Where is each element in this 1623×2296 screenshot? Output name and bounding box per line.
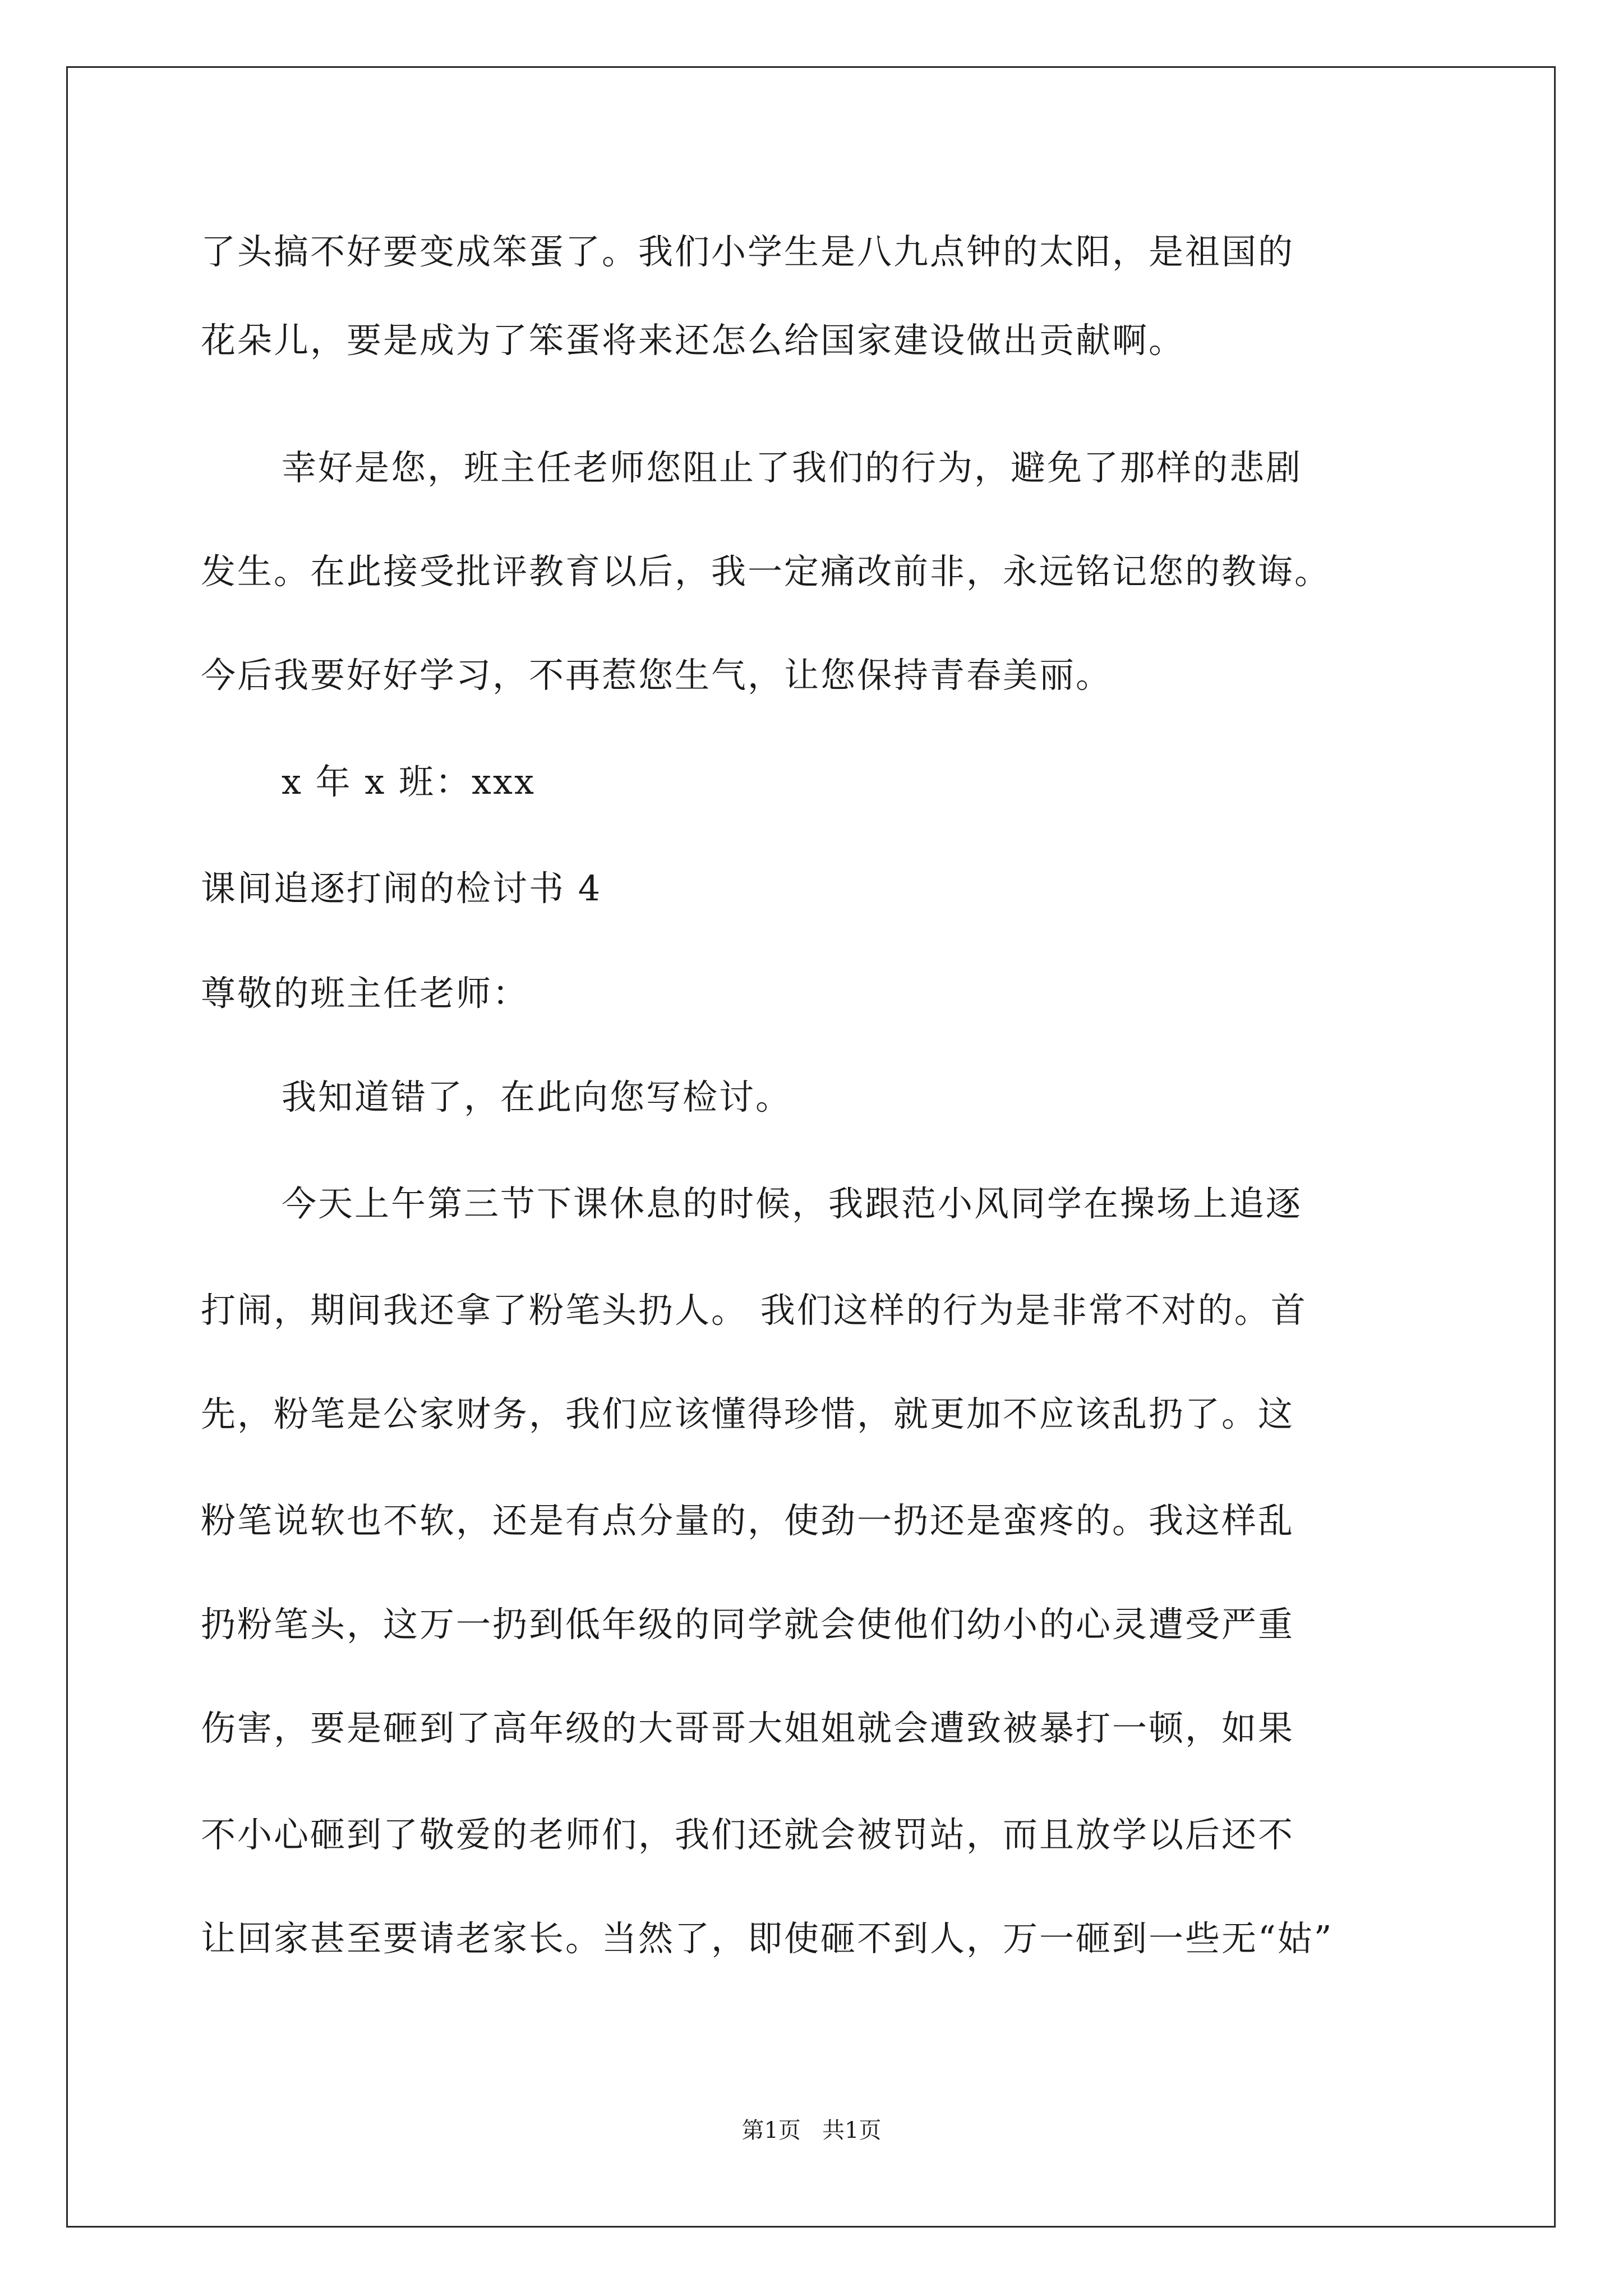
text-line: 先，粉笔是公家财务，我们应该懂得珍惜，就更加不应该乱扔了。这 — [201, 1393, 1295, 1434]
text-line: 伤害，要是砸到了高年级的大哥哥大姐姐就会遭致被暴打一顿，如果 — [201, 1708, 1295, 1749]
text-line: 今后我要好好学习，不再惹您生气，让您保持青春美丽。 — [201, 655, 1113, 696]
text-line: 让回家甚至要请老家长。当然了，即使砸不到人，万一砸到一些无“姑” — [201, 1918, 1334, 1959]
salutation: 尊敬的班主任老师： — [201, 973, 529, 1014]
page-number-footer: 第1页 共1页 — [741, 2118, 882, 2143]
text-line: 不小心砸到了敬爱的老师们，我们还就会被罚站，而且放学以后还不 — [201, 1814, 1295, 1855]
text-line: 发生。在此接受批评教育以后，我一定痛改前非，永远铭记您的教诲。 — [201, 551, 1331, 592]
section-title: 课间追逐打闹的检讨书 4 — [201, 868, 602, 909]
text-line-paragraph-start: 今天上午第三节下课休息的时候，我跟范小风同学在操场上追逐 — [282, 1183, 1303, 1224]
text-line: 了头搞不好要变成笨蛋了。我们小学生是八九点钟的太阳，是祖国的 — [201, 231, 1295, 272]
text-line: 花朵儿，要是成为了笨蛋将来还怎么给国家建设做出贡献啊。 — [201, 320, 1186, 361]
page-border — [66, 66, 1556, 2228]
text-line: 粉笔说软也不软，还是有点分量的，使劲一扔还是蛮疼的。我这样乱 — [201, 1500, 1295, 1541]
text-line: 打闹，期间我还拿了粉笔头扔人。 我们这样的行为是非常不对的。首 — [201, 1290, 1307, 1331]
signature-line: x 年 x 班：xxx — [282, 761, 536, 802]
text-line: 扔粉笔头，这万一扔到低年级的同学就会使他们幼小的心灵遭受严重 — [201, 1604, 1295, 1645]
text-line-paragraph-start: 我知道错了，在此向您写检讨。 — [282, 1076, 792, 1117]
text-line-paragraph-start: 幸好是您，班主任老师您阻止了我们的行为，避免了那样的悲剧 — [282, 447, 1303, 488]
